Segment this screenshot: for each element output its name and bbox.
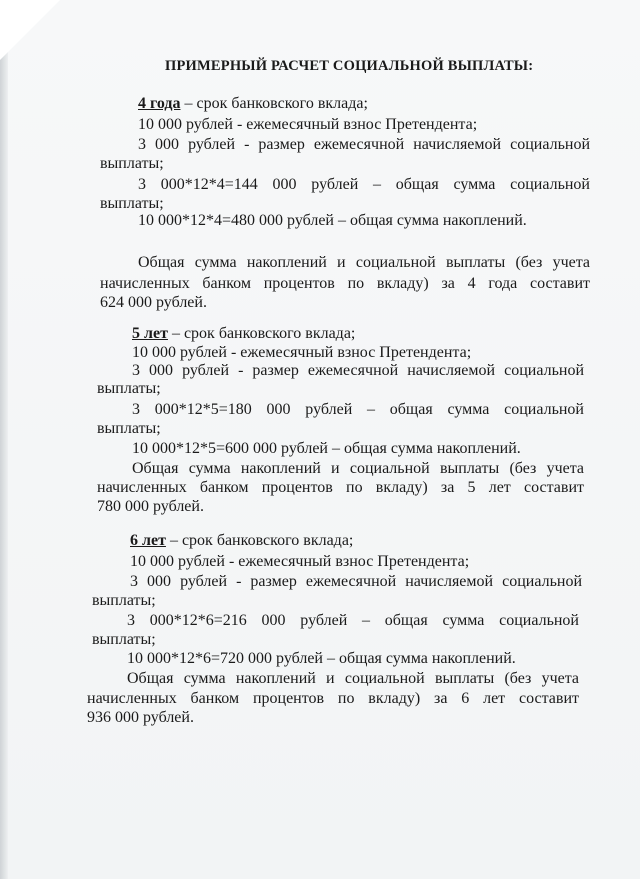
section-2-summary-a: Общая сумма накоплений и социальной выплаты (без учета [132, 460, 584, 477]
section-2-term-suffix: – срок банковского вклада; [167, 325, 356, 342]
section-2-savings-total: 10 000*12*5=600 000 рублей – общая сумма накоплений. [132, 440, 521, 457]
section-1-term-suffix: – срок банковского вклада; [180, 95, 368, 112]
section-3-monthly-deposit: 10 000 рублей - ежемесячный взнос Претендента; [130, 553, 470, 570]
section-1-social-total-a: 3 000*12*4=144 000 рублей – общая сумма социальной [138, 176, 590, 193]
section-1-social-payment-a: 3 000 рублей - размер ежемесячной начисляемой социальной [138, 136, 590, 153]
section-2-social-payment-b: выплаты; [97, 380, 161, 397]
section-2-summary-b: начисленных банком процентов по вкладу) за 5 лет составит [97, 479, 584, 496]
section-2-summary-c: 780 000 рублей. [97, 498, 204, 515]
section-1-term: 4 года [138, 95, 181, 112]
section-1-social-payment-b: выплаты; [100, 155, 164, 172]
section-3-summary-a: Общая сумма накоплений и социальной выплаты (без учета [127, 670, 579, 687]
section-3-social-total-b: выплаты; [92, 631, 156, 648]
section-3-summary-b: начисленных банком процентов по вкладу) за 6 лет составит [87, 690, 579, 707]
section-3-term-line [130, 532, 353, 550]
document-title: ПРИМЕРНЫЙ РАСЧЕТ СОЦИАЛЬНОЙ ВЫПЛАТЫ: [165, 58, 534, 74]
section-3-social-payment-b: выплаты; [92, 592, 156, 609]
section-2-monthly-deposit: 10 000 рублей - ежемесячный взнос Претендента; [132, 344, 472, 361]
section-2-social-payment-a: 3 000 рублей - размер ежемесячной начисляемой социальной [132, 362, 584, 379]
section-3-social-payment-a: 3 000 рублей - размер ежемесячной начисляемой социальной [130, 573, 582, 590]
section-2-social-total-b: выплаты; [97, 420, 161, 437]
section-2-social-total-a: 3 000*12*5=180 000 рублей – общая сумма социальной [132, 401, 584, 418]
section-1-savings-total: 10 000*12*4=480 000 рублей – общая сумма накоплений. [138, 212, 527, 229]
section-1-social-total-b: выплаты; [100, 195, 164, 212]
section-3-summary-c: 936 000 рублей. [87, 709, 194, 726]
section-3-social-total-a: 3 000*12*6=216 000 рублей – общая сумма социальной [127, 612, 579, 629]
section-3-term-suffix: – срок банковского вклада; [165, 532, 354, 549]
section-2-term: 5 лет [132, 325, 168, 342]
section-1-summary-c: 624 000 рублей. [100, 294, 207, 311]
section-1-summary-a: Общая сумма накоплений и социальной выплаты (без учета [138, 254, 590, 271]
section-2-term-line [132, 325, 355, 343]
section-1-summary-b: начисленных банком процентов по вкладу) за 4 года составит [100, 275, 590, 292]
section-1-monthly-deposit: 10 000 рублей - ежемесячный взнос Претендента; [138, 116, 478, 133]
section-3-term: 6 лет [130, 532, 166, 549]
section-3-savings-total: 10 000*12*6=720 000 рублей – общая сумма накоплений. [127, 650, 516, 667]
section-1-term-line [138, 95, 368, 113]
